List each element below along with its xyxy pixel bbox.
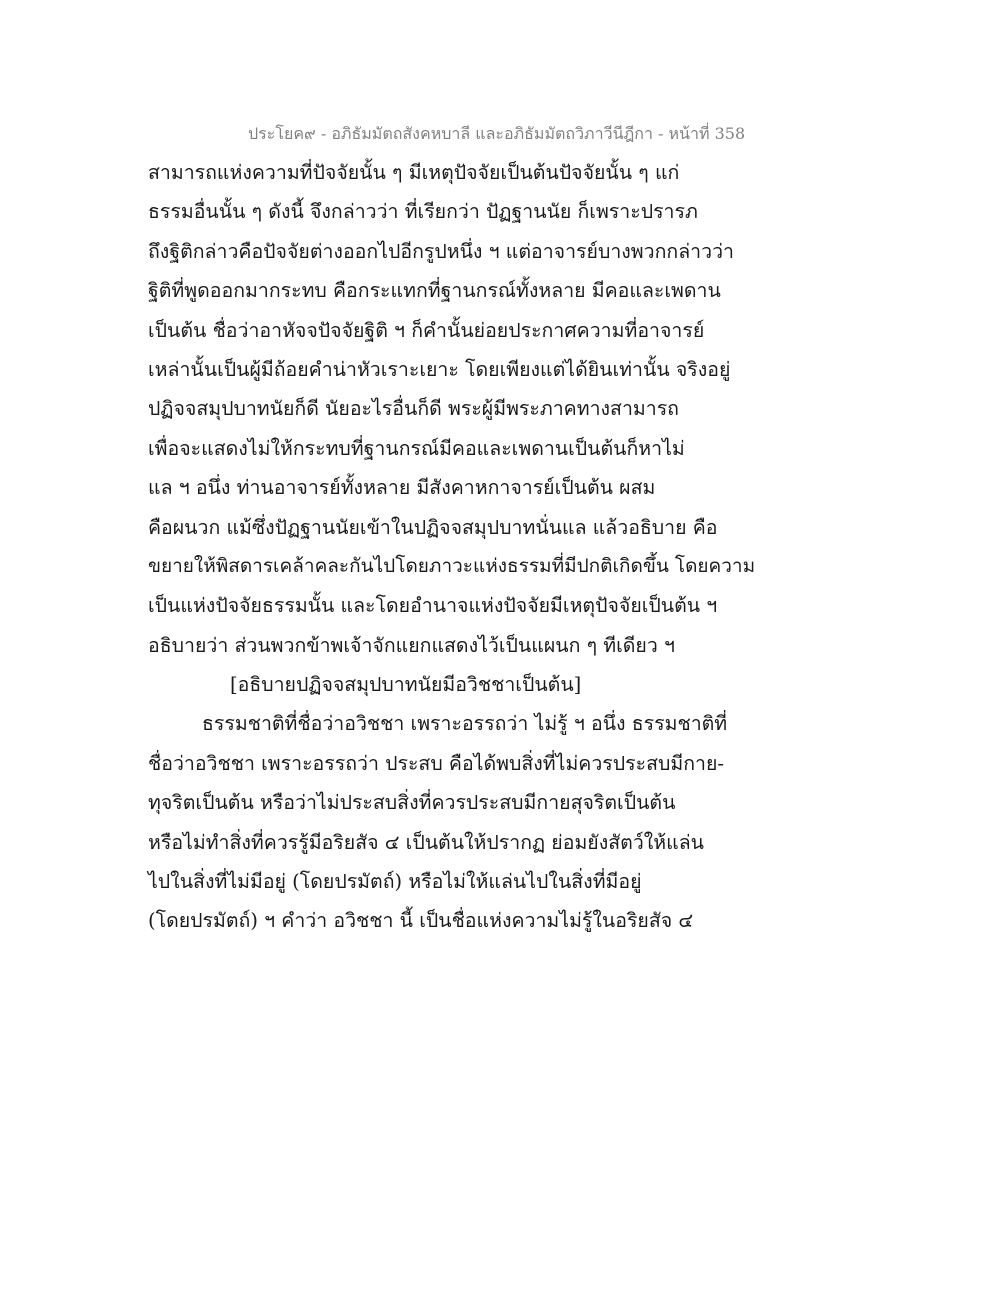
text-line: เป็นต้น ชื่อว่าอาหัจจปัจจัยฐิติ ฯ ก็คำนั้นย่อยประกาศความที่อาจารย์ — [148, 318, 705, 342]
paragraph-line: ทุจริตเป็นต้น หรือว่าไม่ประสบสิ่งที่ควรประสบมีกายสุจริตเป็นต้น — [148, 791, 676, 815]
text-line: แล ฯ อนึ่ง ท่านอาจารย์ทั้งหลาย มีสังคาหกาจารย์เป็นต้น ผสม — [148, 476, 656, 500]
paragraph-line: ไปในสิ่งที่ไม่มีอยู่ (โดยปรมัตถ์) หรือไม่ให้แล่นไปในสิ่งที่มีอยู่ — [148, 870, 642, 894]
running-header: ประโยค๙ - อภิธัมมัตถสังคหบาลี และอภิธัมมัตถวิภาวีนีฎีกา - หน้าที่ 358 — [248, 124, 746, 143]
paragraph-line: ชื่อว่าอวิชชา เพราะอรรถว่า ประสบ คือได้พบสิ่งที่ไม่ควรประสบมีกาย- — [148, 751, 725, 775]
paragraph-first-line: ธรรมชาติที่ชื่อว่าอวิชชา เพราะอรรถว่า ไม่รู้ ฯ อนึ่ง ธรรมชาติที่ — [202, 712, 728, 736]
text-line: สามารถแห่งความที่ปัจจัยนั้น ๆ มีเหตุปัจจัยเป็นต้นปัจจัยนั้น ๆ แก่ — [148, 161, 680, 184]
page-body — [148, 153, 758, 941]
text-line: ฐิติที่พูดออกมากระทบ คือกระแทกที่ฐานกรณ์ทั้งหลาย มีคอและเพดาน — [148, 279, 721, 303]
text-line: เป็นแห่งปัจจัยธรรมนั้น และโดยอำนาจแห่งปัจจัยมีเหตุปัจจัยเป็นต้น ฯ — [148, 594, 718, 618]
text-line: ปฏิจจสมุปบาทนัยก็ดี นัยอะไรอื่นก็ดี พระผู้มีพระภาคทางสามารถ — [148, 397, 679, 421]
text-line: ขยายให้พิสดารเคล้าคละกันไปโดยภาวะแห่งธรรมที่มีปกติเกิดขึ้น โดยความ — [148, 554, 756, 577]
text-line: ธรรมอื่นนั้น ๆ ดังนี้ จึงกล่าวว่า ที่เรียกว่า ปัฏฐานนัย ก็เพราะปรารภ — [148, 200, 698, 224]
section-heading: [อธิบายปฏิจจสมุปบาทนัยมีอวิชชาเป็นต้น] — [230, 673, 582, 697]
paragraph-line: (โดยปรมัตถ์) ฯ คำว่า อวิชชา นี้ เป็นชื่อแห่งความไม่รู้ในอริยสัจ ๔ — [148, 909, 694, 933]
text-line: อธิบายว่า ส่วนพวกข้าพเจ้าจักแยกแสดงไว้เป็นแผนก ๆ ทีเดียว ฯ — [148, 633, 675, 657]
text-line: คือผนวก แม้ซึ่งปัฏฐานนัยเข้าในปฏิจจสมุปบาทนั่นแล แล้วอธิบาย คือ — [148, 515, 718, 539]
text-line: เพื่อจะแสดงไม่ให้กระทบที่ฐานกรณ์มีคอและเพดานเป็นต้นก็หาไม่ — [148, 436, 685, 460]
text-line: เหล่านั้นเป็นผู้มีถ้อยคำน่าหัวเราะเยาะ โดยเพียงแต่ได้ยินเท่านั้น จริงอยู่ — [148, 357, 731, 381]
paragraph-line: หรือไม่ทำสิ่งที่ควรรู้มีอริยสัจ ๔ เป็นต้นให้ปรากฏ ย่อมยังสัตว์ให้แล่น — [148, 830, 704, 854]
text-line: ถึงฐิติกล่าวคือปัจจัยต่างออกไปอีกรูปหนึ่ง ฯ แต่อาจารย์บางพวกกล่าวว่า — [148, 239, 734, 263]
